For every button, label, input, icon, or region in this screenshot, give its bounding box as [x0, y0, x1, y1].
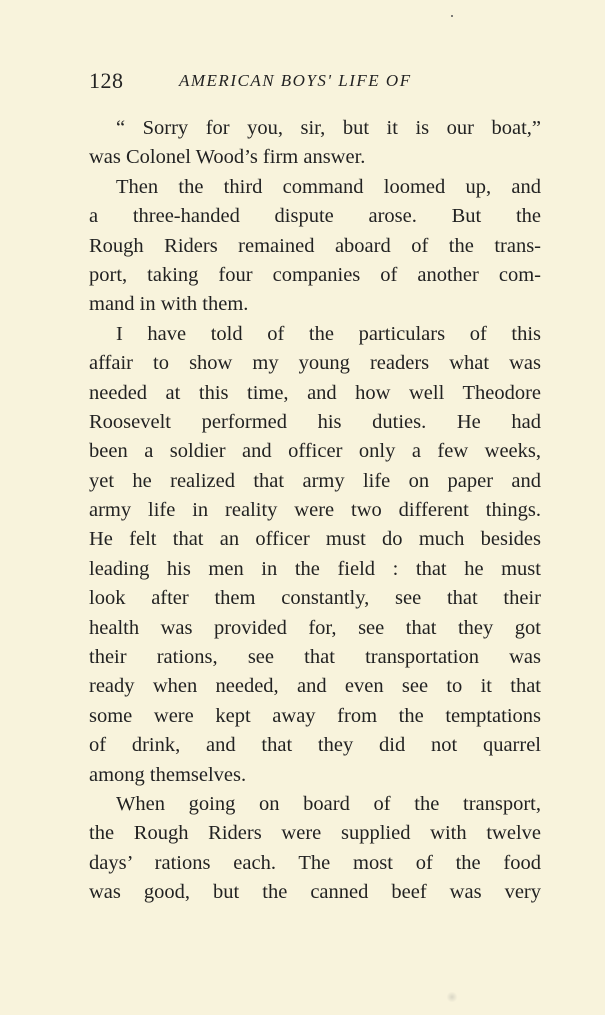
- text-line: port, taking four companies of another com-: [89, 263, 541, 286]
- text-line: I have told of the particulars of this: [116, 322, 541, 345]
- page-number: 128: [89, 68, 124, 93]
- text-line: needed at this time, and how well Theodore: [89, 381, 541, 404]
- text-line: army life in reality were two different things.: [89, 499, 541, 522]
- text-line: was Colonel Wood’s firm answer.: [89, 146, 366, 169]
- text-line: been a soldier and officer only a few weeks,: [89, 440, 541, 463]
- running-head: AMERICAN BOYS' LIFE OF: [179, 71, 412, 90]
- page-smudge: [446, 992, 458, 1002]
- text-line: days’ rations each. The most of the food: [89, 851, 541, 874]
- text-line: their rations, see that transportation was: [89, 646, 541, 669]
- body-text: [89, 114, 541, 908]
- text-line: the Rough Riders were supplied with twelve: [89, 822, 541, 845]
- text-line: ready when needed, and even see to it that: [89, 675, 541, 698]
- text-line: a three-handed dispute arose. But the: [89, 205, 541, 228]
- text-line: among themselves.: [89, 763, 247, 786]
- text-line: of drink, and that they did not quarrel: [89, 734, 541, 757]
- text-line: was good, but the canned beef was very: [89, 881, 541, 904]
- text-line: leading his men in the field : that he must: [89, 557, 541, 580]
- text-line: yet he realized that army life on paper and: [89, 469, 541, 492]
- text-line: “ Sorry for you, sir, but it is our boat,”: [116, 117, 541, 139]
- text-line: When going on board of the transport,: [116, 792, 541, 815]
- text-line: He felt that an officer must do much besides: [89, 528, 541, 551]
- printing-speck: [451, 15, 453, 17]
- text-line: Rough Riders remained aboard of the trans-: [89, 234, 541, 257]
- text-line: health was provided for, see that they got: [89, 616, 541, 639]
- text-line: mand in with them.: [89, 293, 249, 316]
- page-header: [89, 68, 549, 94]
- text-line: affair to show my young readers what was: [89, 352, 541, 375]
- text-line: Then the third command loomed up, and: [116, 175, 541, 198]
- text-line: some were kept away from the temptations: [89, 704, 541, 727]
- text-line: look after them constantly, see that their: [89, 587, 541, 610]
- text-line: Roosevelt performed his duties. He had: [89, 410, 541, 433]
